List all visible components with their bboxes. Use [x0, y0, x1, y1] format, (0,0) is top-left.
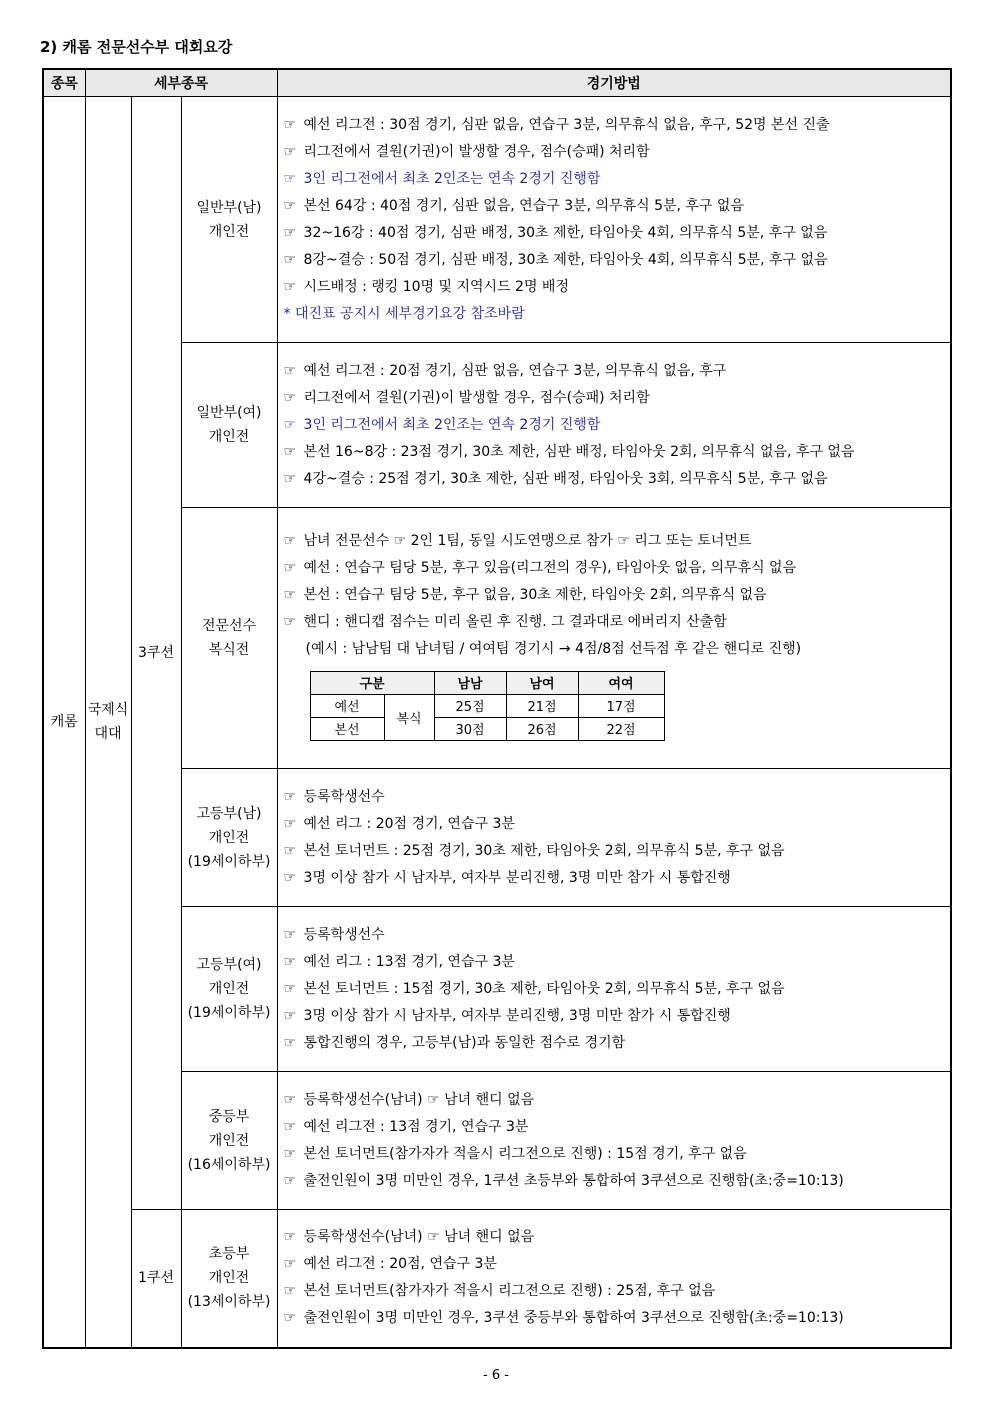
method-cell	[277, 769, 951, 907]
pointer-icon: ☞	[283, 559, 297, 576]
method-text: 등록학생선수	[303, 926, 385, 943]
handicap-label: 본선	[310, 717, 384, 740]
handicap-header: 구분	[310, 671, 434, 694]
competition-rules-table	[42, 68, 952, 1349]
method-line	[284, 609, 944, 636]
table-row	[43, 1210, 951, 1348]
method-text: 리그전에서 결원(기권)이 발생할 경우, 점수(승패) 처리함	[303, 143, 650, 160]
method-line	[284, 193, 944, 220]
pointer-icon: ☞	[283, 170, 297, 187]
method-line	[284, 528, 944, 555]
method-text: 등록학생선수	[303, 788, 385, 805]
pointer-icon: ☞	[283, 443, 297, 460]
method-text: 통합진행의 경우, 고등부(남)과 동일한 점수로 경기함	[303, 1034, 626, 1051]
pointer-icon: ☞	[283, 416, 297, 433]
method-text: (예시 : 남남팀 대 남녀팀 / 여여팀 경기시 → 4점/8점 선득점 후 같은 핸디로 진행)	[305, 640, 802, 657]
method-line	[284, 865, 944, 892]
pointer-icon: ☞	[283, 953, 297, 970]
pointer-icon: ☞	[283, 278, 297, 295]
method-cell	[277, 1072, 951, 1210]
header-row	[43, 69, 951, 97]
table-row	[43, 97, 951, 343]
method-text: 예선 리그 : 20점 경기, 연습구 3분	[303, 815, 515, 832]
pointer-icon: ☞	[283, 224, 297, 241]
pointer-icon: ☞	[283, 1229, 297, 1246]
pointer-icon: ☞	[283, 586, 297, 603]
method-text: 예선 리그전 : 30점 경기, 심판 없음, 연습구 3분, 의무휴식 없음, 후구, 52명 본선 진출	[303, 116, 830, 133]
method-text: 본선 토너먼트(참가자가 적을시 리그전으로 진행) : 25점, 후구 없음	[303, 1283, 716, 1300]
method-text: 8강~결승 : 50점 경기, 심판 배정, 30초 제한, 타임아웃 4회, 의무휴식 5분, 후구 없음	[303, 251, 828, 268]
pointer-icon: ☞	[283, 470, 297, 487]
event-cell: 캐롬	[43, 97, 85, 1348]
pointer-icon: ☞	[283, 815, 297, 832]
method-line	[284, 838, 944, 865]
pointer-icon: ☞	[283, 1091, 297, 1108]
method-cell	[277, 343, 951, 508]
handicap-header: 남남	[434, 671, 506, 694]
method-text: 3인 리그전에서 최초 2인조는 연속 2경기 진행함	[303, 170, 601, 187]
pointer-icon: ☞	[283, 869, 297, 886]
header-method: 경기방법	[277, 69, 951, 97]
method-text: 예선 : 연습구 팀당 5분, 후구 있음(리그전의 경우), 타임아웃 없음, 의무휴식 없음	[303, 559, 797, 576]
method-line	[284, 412, 944, 439]
header-sub-event: 세부종목	[85, 69, 277, 97]
handicap-table	[310, 671, 665, 741]
method-cell	[277, 907, 951, 1072]
method-line	[284, 139, 944, 166]
method-text: 3명 이상 참가 시 남자부, 여자부 분리진행, 3명 미만 참가 시 통합진행	[303, 869, 731, 886]
pointer-icon: ☞	[283, 842, 297, 859]
method-text: 핸디 : 핸디캡 점수는 미리 올린 후 진행. 그 결과대로 에버리지 산출함	[303, 613, 727, 630]
pointer-icon: ☞	[283, 788, 297, 805]
method-text: * 대진표 공지시 세부경기요강 참조바람	[283, 305, 525, 322]
pointer-icon: ☞	[283, 1118, 297, 1135]
method-line	[284, 1030, 944, 1057]
handicap-header: 남여	[506, 671, 578, 694]
method-line	[284, 949, 944, 976]
method-text: 본선 토너먼트(참가자가 적을시 리그전으로 진행) : 15점 경기, 후구 없음	[303, 1145, 747, 1162]
method-line	[284, 811, 944, 838]
method-text: 32~16강 : 40점 경기, 심판 배정, 30초 제한, 타임아웃 4회, 의무휴식 5분, 후구 없음	[303, 224, 828, 241]
method-line	[284, 1251, 944, 1278]
method-line	[284, 1278, 944, 1305]
method-text: 등록학생선수(남녀) ☞ 남녀 핸디 없음	[303, 1091, 535, 1108]
handicap-label: 예선	[310, 694, 384, 717]
method-line	[284, 636, 944, 663]
handicap-row	[310, 694, 664, 717]
pointer-icon: ☞	[283, 1172, 297, 1189]
cushion-one-cell: 1쿠션	[131, 1210, 181, 1348]
method-line	[284, 1114, 944, 1141]
pointer-icon: ☞	[283, 1283, 297, 1300]
handicap-value: 17점	[578, 694, 664, 717]
method-text: 본선 토너먼트 : 15점 경기, 30초 제한, 타임아웃 2회, 의무휴식 5분, 후구 없음	[303, 980, 785, 997]
handicap-value: 22점	[578, 717, 664, 740]
method-text: 본선 : 연습구 팀당 5분, 후구 없음, 30초 제한, 타임아웃 2회, 의무휴식 없음	[303, 586, 767, 603]
pointer-icon: ☞	[283, 143, 297, 160]
method-line	[284, 166, 944, 193]
method-line	[284, 301, 944, 328]
method-text: 시드배정 : 랭킹 10명 및 지역시드 2명 배정	[303, 278, 569, 295]
handicap-row	[310, 717, 664, 740]
handicap-value: 30점	[434, 717, 506, 740]
method-line	[284, 1305, 944, 1332]
method-text: 예선 리그전 : 20점 경기, 심판 없음, 연습구 3분, 의무휴식 없음, 후구	[303, 362, 727, 379]
pointer-icon: ☞	[283, 197, 297, 214]
method-line	[284, 582, 944, 609]
row-name: 일반부(남) 개인전	[181, 97, 277, 343]
row-name: 중등부 개인전 (16세이하부)	[181, 1072, 277, 1210]
pointer-icon: ☞	[283, 389, 297, 406]
method-text: 본선 64강 : 40점 경기, 심판 없음, 연습구 3분, 의무휴식 5분, 후구 없음	[303, 197, 744, 214]
method-line	[284, 784, 944, 811]
method-text: 예선 리그전 : 20점, 연습구 3분	[303, 1256, 497, 1273]
row-name: 초등부 개인전 (13세이하부)	[181, 1210, 277, 1348]
pointer-icon: ☞	[283, 980, 297, 997]
cushion-three-cell: 3쿠션	[131, 97, 181, 1210]
method-text: 출전인원이 3명 미만인 경우, 1쿠션 초등부와 통합하여 3쿠션으로 진행함(초:중=10:13)	[303, 1172, 844, 1189]
pointer-icon: ☞	[283, 926, 297, 943]
method-line	[284, 220, 944, 247]
method-cell-doubles	[277, 508, 951, 769]
row-name: 전문선수 복식전	[181, 508, 277, 769]
method-line	[284, 1003, 944, 1030]
handicap-value: 21점	[506, 694, 578, 717]
method-text: 예선 리그 : 13점 경기, 연습구 3분	[303, 953, 515, 970]
method-cell	[277, 97, 951, 343]
method-line	[284, 1141, 944, 1168]
row-name: 고등부(남) 개인전 (19세이하부)	[181, 769, 277, 907]
method-text: 3인 리그전에서 최초 2인조는 연속 2경기 진행함	[303, 416, 601, 433]
method-line	[284, 1168, 944, 1195]
handicap-header: 여여	[578, 671, 664, 694]
method-text: 본선 16~8강 : 23점 경기, 30초 제한, 심판 배정, 타임아웃 2회, 의무휴식 없음, 후구 없음	[303, 443, 855, 460]
pointer-icon: ☞	[283, 1310, 297, 1327]
section-title: 2) 캐롬 전문선수부 대회요강	[40, 38, 233, 56]
pointer-icon: ☞	[283, 1007, 297, 1024]
method-line	[284, 358, 944, 385]
method-line	[284, 466, 944, 493]
method-line	[284, 112, 944, 139]
method-text: 남녀 전문선수 ☞ 2인 1팀, 동일 시도연맹으로 참가 ☞ 리그 또는 토너먼트	[303, 532, 752, 549]
pointer-icon: ☞	[283, 1145, 297, 1162]
method-line	[284, 922, 944, 949]
row-name: 일반부(여) 개인전	[181, 343, 277, 508]
pointer-icon: ☞	[283, 251, 297, 268]
pointer-icon: ☞	[283, 362, 297, 379]
pointer-icon: ☞	[283, 532, 297, 549]
handicap-header-row	[310, 671, 664, 694]
method-text: 3명 이상 참가 시 남자부, 여자부 분리진행, 3명 미만 참가 시 통합진행	[303, 1007, 731, 1024]
pointer-icon: ☞	[283, 1256, 297, 1273]
method-text: 출전인원이 3명 미만인 경우, 3쿠션 중등부와 통합하여 3쿠션으로 진행함(초:중=10:13)	[303, 1310, 844, 1327]
method-text: 4강~결승 : 25점 경기, 30초 제한, 심판 배정, 타임아웃 3회, 의무휴식 5분, 후구 없음	[303, 470, 828, 487]
method-text: 예선 리그전 : 13점 경기, 연습구 3분	[303, 1118, 529, 1135]
page-number: - 6 -	[483, 1368, 509, 1383]
pointer-icon: ☞	[283, 116, 297, 133]
method-text: 등록학생선수(남녀) ☞ 남녀 핸디 없음	[303, 1229, 535, 1246]
method-line	[284, 247, 944, 274]
handicap-doubles: 복식	[384, 694, 434, 740]
handicap-value: 25점	[434, 694, 506, 717]
category-cell: 국제식 대대	[85, 97, 131, 1348]
method-cell	[277, 1210, 951, 1348]
method-line	[284, 976, 944, 1003]
method-text: 리그전에서 결원(기권)이 발생할 경우, 점수(승패) 처리함	[303, 389, 650, 406]
method-line	[284, 555, 944, 582]
method-line	[284, 1087, 944, 1114]
pointer-icon: ☞	[283, 1034, 297, 1051]
row-name: 고등부(여) 개인전 (19세이하부)	[181, 907, 277, 1072]
method-text: 본선 토너먼트 : 25점 경기, 30초 제한, 타임아웃 2회, 의무휴식 5분, 후구 없음	[303, 842, 785, 859]
method-cell	[284, 528, 944, 663]
method-line	[284, 1224, 944, 1251]
method-line	[284, 274, 944, 301]
method-line	[284, 385, 944, 412]
header-event: 종목	[43, 69, 85, 97]
method-line	[284, 439, 944, 466]
handicap-value: 26점	[506, 717, 578, 740]
pointer-icon: ☞	[283, 613, 297, 630]
